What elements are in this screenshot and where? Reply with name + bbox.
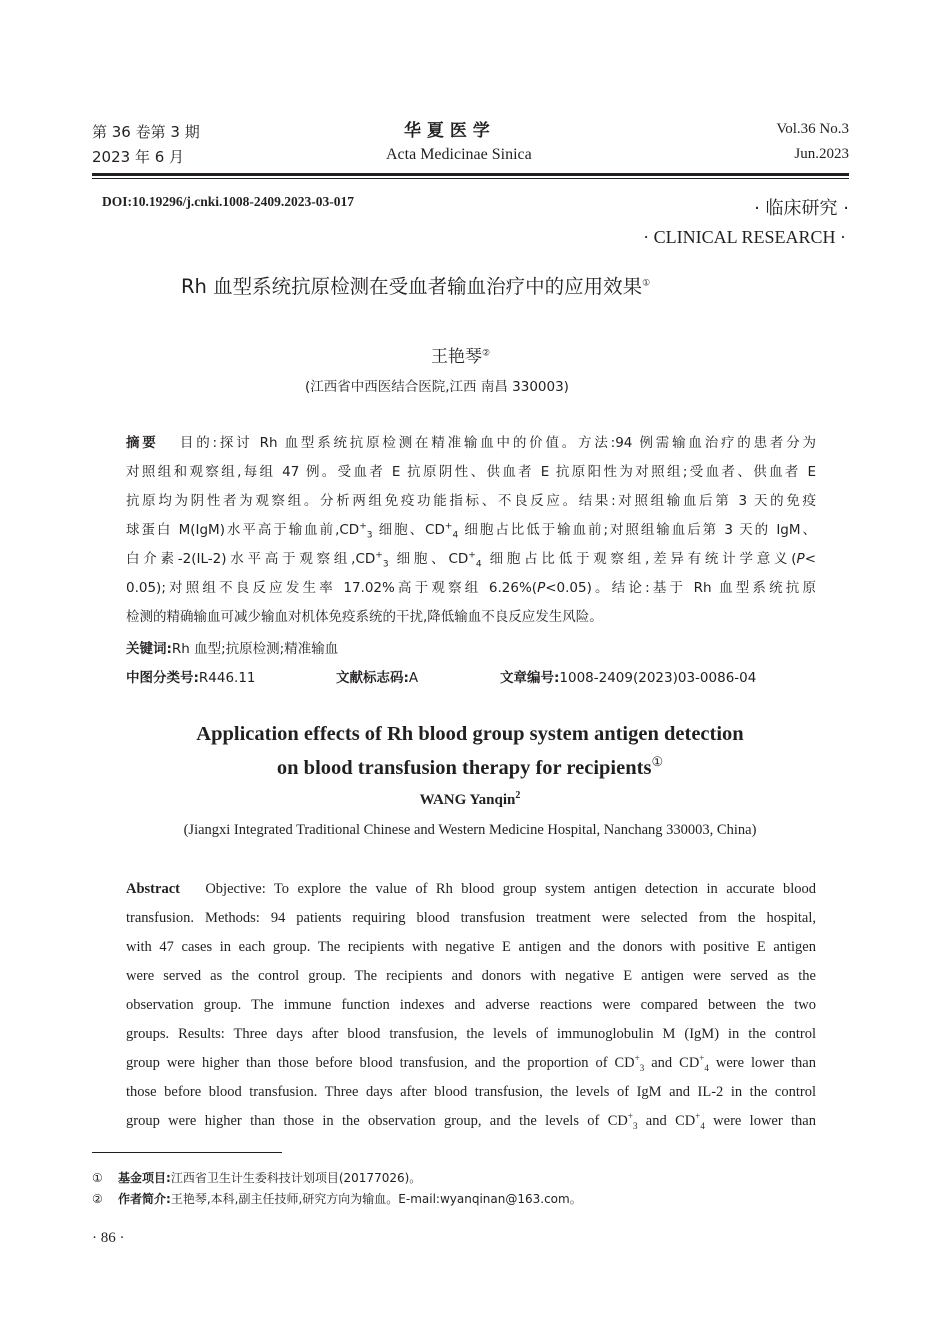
publication-date: 2023 年 6 月 — [92, 148, 185, 166]
abstract-en-text-9c: were lower than — [704, 1113, 816, 1129]
cd-sup: + — [359, 521, 367, 532]
keywords-cn — [126, 637, 816, 657]
art-label: 文章编号: — [500, 670, 560, 686]
abstract-cn-label: 摘要 — [126, 435, 159, 451]
p-italic: P — [796, 551, 805, 567]
abstract-cn-line-7: 检测的精确输血可减少输血对机体免疫系统的干扰,降低输血不良反应发生风险。 — [126, 609, 603, 625]
abstract-en-label: Abstract — [126, 881, 180, 897]
cd-sup: + — [375, 550, 383, 561]
abstract-cn-line-3: 抗原均为阴性者为观察组。分析两组免疫功能指标、不良反应。结果:对照组输血后第 3 天的免疫 — [126, 493, 816, 509]
title-en-line-2-text: on blood transfusion therapy for recipients — [276, 757, 652, 779]
author-cn-name: 王艳琴 — [431, 347, 482, 367]
page-number: · 86 · — [92, 1230, 125, 1246]
abstract-en-line-8: those before blood transfusion. Three days after blood transfusion, the levels of IgM and IL-2 in the control — [126, 1084, 816, 1100]
section-label-cn: · 临床研究 · — [754, 198, 849, 219]
abstract-en-line-4: were served as the control group. The recipients and donors with negative E antigen were served as the — [126, 968, 816, 984]
cd-sub: 3 — [382, 559, 389, 570]
date-en: Jun.2023 — [794, 146, 849, 162]
title-en-line-1: Application effects of Rh blood group system antigen detection — [196, 723, 744, 745]
title-cn-text: Rh 血型系统抗原检测在受血者输血治疗中的应用效果 — [181, 275, 643, 298]
abstract-cn-line-1 — [126, 431, 816, 451]
abstract-cn-text-5c: 细胞占比低于观察组,差异有统计学意义( — [481, 551, 797, 567]
cd-sub: 4 — [704, 1062, 709, 1073]
abstract-en-text-7c: were lower than — [708, 1055, 816, 1071]
header-rule-thick — [92, 173, 849, 176]
abstract-cn-text-5e: < — [804, 551, 816, 567]
abstract-en-line-3: with 47 cases in each group. The recipients with negative E antigen and the donors with positive E antigen — [126, 939, 816, 955]
cd-sub: 4 — [700, 1120, 705, 1131]
abstract-cn-text-4c: 细胞占比低于输血前;对照组输血后第 3 天的 IgM、 — [458, 522, 816, 538]
title-cn-footnote-mark: ① — [642, 278, 651, 289]
keywords-cn-value: Rh 血型;抗原检测;精准输血 — [171, 641, 339, 657]
abstract-en-text-1: Objective: To explore the value of Rh blood group system antigen detection in accurate blood — [205, 881, 817, 897]
journal-name-cn: 华 夏 医 学 — [404, 121, 490, 141]
abstract-en-text-7b: and CD — [644, 1055, 700, 1071]
abstract-cn-text-4b: 细胞、CD — [372, 522, 445, 538]
author-cn — [431, 342, 490, 367]
section-label-en: · CLINICAL RESEARCH · — [643, 227, 846, 247]
abstract-cn-text-6a: 0.05);对照组不良反应发生率 17.02%高于观察组 6.26%( — [126, 580, 538, 596]
abstract-cn-line-2: 对照组和观察组,每组 47 例。受血者 E 抗原阴性、供血者 E 抗原阳性为对照组;受血者、供血者 E — [126, 464, 816, 480]
title-en-line-2 — [0, 754, 940, 780]
author-en-name: WANG Yanqin — [419, 792, 516, 808]
abstract-en-line-1 — [126, 881, 816, 898]
abstract-en-line-6: groups. Results: Three days after blood transfusion, the levels of immunoglobulin M (IgM) in the control — [126, 1026, 816, 1042]
abstract-en-line-2: transfusion. Methods: 94 patients requiring blood transfusion treatment were selected from the hospital, — [126, 910, 816, 926]
cd-sub: 3 — [632, 1120, 638, 1131]
footnote-funding — [92, 1169, 421, 1186]
footnote-label: 基金项目: — [118, 1171, 171, 1185]
abstract-cn-text-5b: 细胞、CD — [388, 551, 469, 567]
cd-sup: + — [699, 1053, 705, 1064]
doc-label: 文献标志码: — [336, 670, 409, 686]
clc-number — [126, 666, 256, 686]
title-en-footnote-mark: ① — [651, 754, 664, 770]
footnote-author — [92, 1190, 582, 1207]
cd-sub: 3 — [366, 530, 373, 541]
footnote-label: 作者简介: — [118, 1192, 171, 1206]
clc-value: R446.11 — [198, 670, 256, 686]
journal-name-en: Acta Medicinae Sinica — [386, 146, 532, 163]
author-cn-footnote-mark: ② — [482, 348, 491, 359]
article-number — [500, 666, 756, 686]
footnote-text: 江西省卫生计生委科技计划项目(20177026)。 — [170, 1171, 422, 1185]
abstract-en-text-9b: and CD — [637, 1113, 696, 1129]
header-rule-thin — [92, 178, 849, 179]
document-code — [336, 666, 418, 686]
abstract-en-text-7a: group were higher than those before blood transfusion, and the proportion of CD — [126, 1055, 635, 1071]
cd-sup: + — [695, 1111, 701, 1122]
abstract-en-line-9 — [126, 1113, 816, 1130]
abstract-cn-text-6c: <0.05)。结论:基于 Rh 血型系统抗原 — [545, 580, 816, 596]
affiliation-cn: (江西省中西医结合医院,江西 南昌 330003) — [305, 379, 569, 395]
volume-issue: 第 36 卷第 3 期 — [92, 123, 200, 141]
abstract-en-line-7 — [126, 1055, 816, 1072]
abstract-en-line-5: observation group. The immune function indexes and adverse reactions were compared between the two — [126, 997, 816, 1013]
abstract-cn-text-5a: 白介素-2(IL-2)水平高于观察组,CD — [126, 551, 376, 567]
affiliation-en: (Jiangxi Integrated Traditional Chinese and Western Medicine Hospital, Nanchang 330003, China) — [183, 822, 757, 838]
cd-sup: + — [627, 1111, 633, 1122]
author-en-footnote-mark: 2 — [515, 790, 521, 801]
doc-value: A — [408, 670, 419, 686]
clc-label: 中图分类号: — [126, 670, 199, 686]
cd-sup: + — [468, 550, 476, 561]
title-cn — [181, 271, 650, 299]
abstract-cn-line-6 — [126, 576, 816, 596]
volume-number-en: Vol.36 No.3 — [776, 121, 849, 137]
abstract-cn-text-1: 目的:探讨 Rh 血型系统抗原检测在精准输血中的价值。方法:94 例需输血治疗的患者分为 — [179, 435, 817, 451]
author-en — [0, 792, 940, 809]
abstract-cn-text-4a: 球蛋白 M(IgM)水平高于输血前,CD — [126, 522, 360, 538]
cd-sup: + — [444, 521, 453, 532]
doi[interactable]: DOI:10.19296/j.cnki.1008-2409.2023-03-017 — [102, 194, 354, 209]
footnote-mark: ① — [92, 1171, 103, 1185]
abstract-en-text-9a: group were higher than those in the observation group, and the levels of CD — [126, 1113, 628, 1129]
keywords-cn-label: 关键词: — [126, 641, 172, 657]
cd-sup: + — [634, 1053, 640, 1064]
art-value: 1008-2409(2023)03-0086-04 — [559, 670, 757, 686]
footnote-mark: ② — [92, 1192, 103, 1206]
cd-sub: 4 — [475, 559, 482, 570]
footnote-text: 王艳琴,本科,副主任技师,研究方向为输血。E-mail:wyanqinan@163.com。 — [170, 1192, 582, 1206]
abstract-cn-line-5 — [126, 547, 816, 570]
cd-sub: 3 — [639, 1062, 645, 1073]
footnote-rule — [92, 1152, 282, 1153]
cd-sub: 4 — [452, 530, 459, 541]
p-italic: P — [537, 580, 546, 596]
abstract-cn-line-4 — [126, 518, 816, 541]
